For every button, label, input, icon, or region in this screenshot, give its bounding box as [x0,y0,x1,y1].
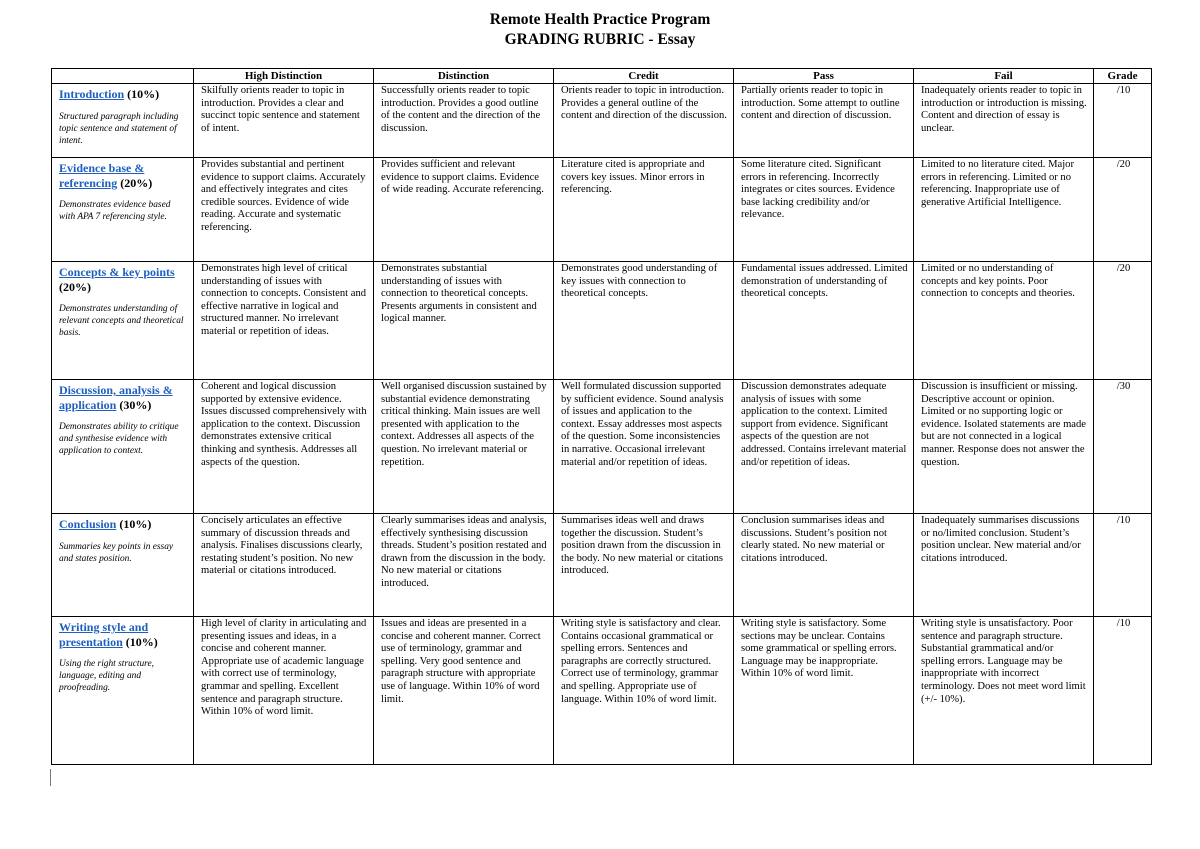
distinction-cell: Demonstrates substantial understanding of issues with connection to theoretical concepts. Presents arguments in consistent and logical manner. [374,262,554,380]
column-header-criteria [52,69,194,84]
pass-cell: Writing style is satisfactory. Some sections may be unclear. Contains some grammatical or spelling errors. Language may be inappropriate. Within 10% of word limit. [734,617,914,765]
criterion-cell [52,380,194,514]
high-distinction-cell: High level of clarity in articulating and presenting issues and ideas, in a concise and coherent manner. Appropriate use of academic language with correct use of terminology, grammar and spelling. Excellent sentence and paragraph structure. Within 10% of word limit. [194,617,374,765]
criterion-description: Demonstrates evidence based with APA 7 referencing style. [59,200,171,222]
distinction-cell: Issues and ideas are presented in a concise and coherent manner. Correct use of terminology, grammar and spelling. Very good sentence and paragraph structure with appropriate use of language. Within 10% of word limit. [374,617,554,765]
distinction-cell: Provides sufficient and relevant evidence to support claims. Evidence of wide reading. Accurate referencing. [374,158,554,262]
criterion-weight: (10%) [124,87,160,101]
criterion-link[interactable]: Introduction [59,87,125,101]
column-header-distinction: Distinction [374,69,554,84]
high-distinction-cell: Demonstrates high level of critical understanding of issues with connection to concepts. Consistent and effective narrative in logical and structured manner. No irrelevant material or repetition of ideas. [194,262,374,380]
text-cursor [50,769,51,786]
fail-cell: Limited to no literature cited. Major errors in referencing. Limited or no referencing. Inappropriate use of generative Artificial Intelligence. [914,158,1094,262]
column-header-fail: Fail [914,69,1094,84]
distinction-cell: Well organised discussion sustained by substantial evidence demonstrating critical thinking. Main issues are well presented with application to the context. Addresses all aspects of the question. No irrelevant material or repetition. [374,380,554,514]
fail-cell: Writing style is unsatisfactory. Poor sentence and paragraph structure. Substantial grammatical and/or spelling errors. Language may be inappropriate with incorrect terminology. Does not meet word limit (+/- 10%). [914,617,1094,765]
table-row [52,262,1152,380]
credit-cell: Demonstrates good understanding of key issues with connection to theoretical concepts. [554,262,734,380]
grade-cell: /20 [1094,262,1152,380]
document-subtitle: GRADING RUBRIC - Essay [504,31,696,48]
credit-cell: Writing style is satisfactory and clear. Contains occasional grammatical or spelling errors. Sentences and paragraphs are correctly structured. Correct use of terminology, grammar and spelling. Appropriate use of language. Within 10% of word limit. [554,617,734,765]
column-header-high-distinction: High Distinction [194,69,374,84]
pass-cell: Fundamental issues addressed. Limited demonstration of understanding of theoretical concepts. [734,262,914,380]
criterion-link[interactable]: Conclusion [59,517,117,531]
fail-cell: Inadequately orients reader to topic in introduction or introduction is missing. Content and direction of essay is unclear. [914,84,1094,158]
pass-cell: Partially orients reader to topic in introduction. Some attempt to outline content and direction of discussion. [734,84,914,158]
criterion-cell [52,158,194,262]
criterion-link[interactable]: Evidence base & referencing [59,161,145,190]
pass-cell: Discussion demonstrates adequate analysis of issues with some application to the context. Limited support from evidence. Significant aspects of the question are not addressed. Contains irrelevant material and/or repetition of ideas. [734,380,914,514]
grade-cell: /10 [1094,514,1152,617]
grade-cell: /20 [1094,158,1152,262]
table-row [52,84,1152,158]
fail-cell: Limited or no understanding of concepts and key points. Poor connection to concepts and theories. [914,262,1094,380]
document-header [0,10,1200,50]
criterion-weight: (10%) [116,517,152,531]
criterion-link[interactable]: Writing style and presentation [59,620,149,649]
fail-cell: Inadequately summarises discussions or no/limited conclusion. Student’s position unclear. New material and/or citations introduced. [914,514,1094,617]
criterion-link[interactable]: Discussion, analysis & application [59,383,173,412]
criterion-weight: (30%) [116,397,152,412]
criterion-description: Demonstrates ability to critique and synthesise evidence with application to context. [59,422,179,456]
high-distinction-cell: Coherent and logical discussion supported by extensive evidence. Issues discussed comprehensively with application to the context. Discussion demonstrates extensive critical thinking and synthesis. Addresses all aspects of the question. [194,380,374,514]
grade-cell: /10 [1094,84,1152,158]
table-row [52,514,1152,617]
criterion-description: Structured paragraph including topic sentence and statement of intent. [59,111,179,146]
table-row [52,380,1152,514]
distinction-cell: Successfully orients reader to topic introduction. Provides a good outline of the content and the direction of the discussion. [374,84,554,158]
grade-cell: /10 [1094,617,1152,765]
high-distinction-cell: Skilfully orients reader to topic in introduction. Provides a clear and succinct topic sentence and statement of intent. [194,84,374,158]
column-header-pass: Pass [734,69,914,84]
criterion-cell [52,262,194,380]
document-title: Remote Health Practice Program [489,11,711,28]
criterion-description: Summaries key points in essay and states position. [59,541,174,564]
table-row [52,158,1152,262]
grading-rubric-table [51,68,1152,765]
criterion-description: Using the right structure, language, editing and proofreading. [59,659,154,693]
credit-cell: Summarises ideas well and draws together the discussion. Student’s position drawn from the discussion in the body. No new material or citations introduced. [554,514,734,617]
criterion-weight: (10%) [122,634,158,649]
grade-cell: /30 [1094,380,1152,514]
column-header-credit: Credit [554,69,734,84]
criterion-cell [52,617,194,765]
criterion-weight: (20%) [59,279,91,294]
pass-cell: Some literature cited. Significant errors in referencing. Incorrectly integrates or cites sources. Evidence base lacking credibility and/or relevance. [734,158,914,262]
fail-cell: Discussion is insufficient or missing. Descriptive account or opinion. Limited or no supporting logic or evidence. Isolated statements are made but are not connected in a logical manner. Response does not answer the question. [914,380,1094,514]
criterion-cell [52,84,194,158]
table-header-row [52,69,1152,84]
credit-cell: Well formulated discussion supported by sufficient evidence. Sound analysis of issues and application to the context. Essay addresses most aspects of the question. Some inconsistencies in narrative. Occasional irrelevant material and/or repetition of ideas. [554,380,734,514]
criterion-link[interactable]: Concepts & key points [59,265,175,279]
credit-cell: Literature cited is appropriate and covers key issues. Minor errors in referencing. [554,158,734,262]
pass-cell: Conclusion summarises ideas and discussions. Student’s position not clearly stated. No new material or citations introduced. [734,514,914,617]
column-header-grade: Grade [1094,69,1152,84]
criterion-weight: (20%) [117,175,153,190]
criterion-description: Demonstrates understanding of relevant concepts and theoretical basis. [59,304,184,338]
credit-cell: Orients reader to topic in introduction. Provides a general outline of the content and direction of the discussion. [554,84,734,158]
distinction-cell: Clearly summarises ideas and analysis, effectively synthesising discussion threads. Student’s position restated and drawn from the discussion in the body. No new material or citations introduced. [374,514,554,617]
high-distinction-cell: Provides substantial and pertinent evidence to support claims. Accurately and effectively integrates and cites credible sources. Evidence of wide reading. Accurate and systematic referencing. [194,158,374,262]
table-row [52,617,1152,765]
high-distinction-cell: Concisely articulates an effective summary of discussion threads and analysis. Finalises discussions clearly, restating student’s position. No new material or citations introduced. [194,514,374,617]
criterion-cell [52,514,194,617]
